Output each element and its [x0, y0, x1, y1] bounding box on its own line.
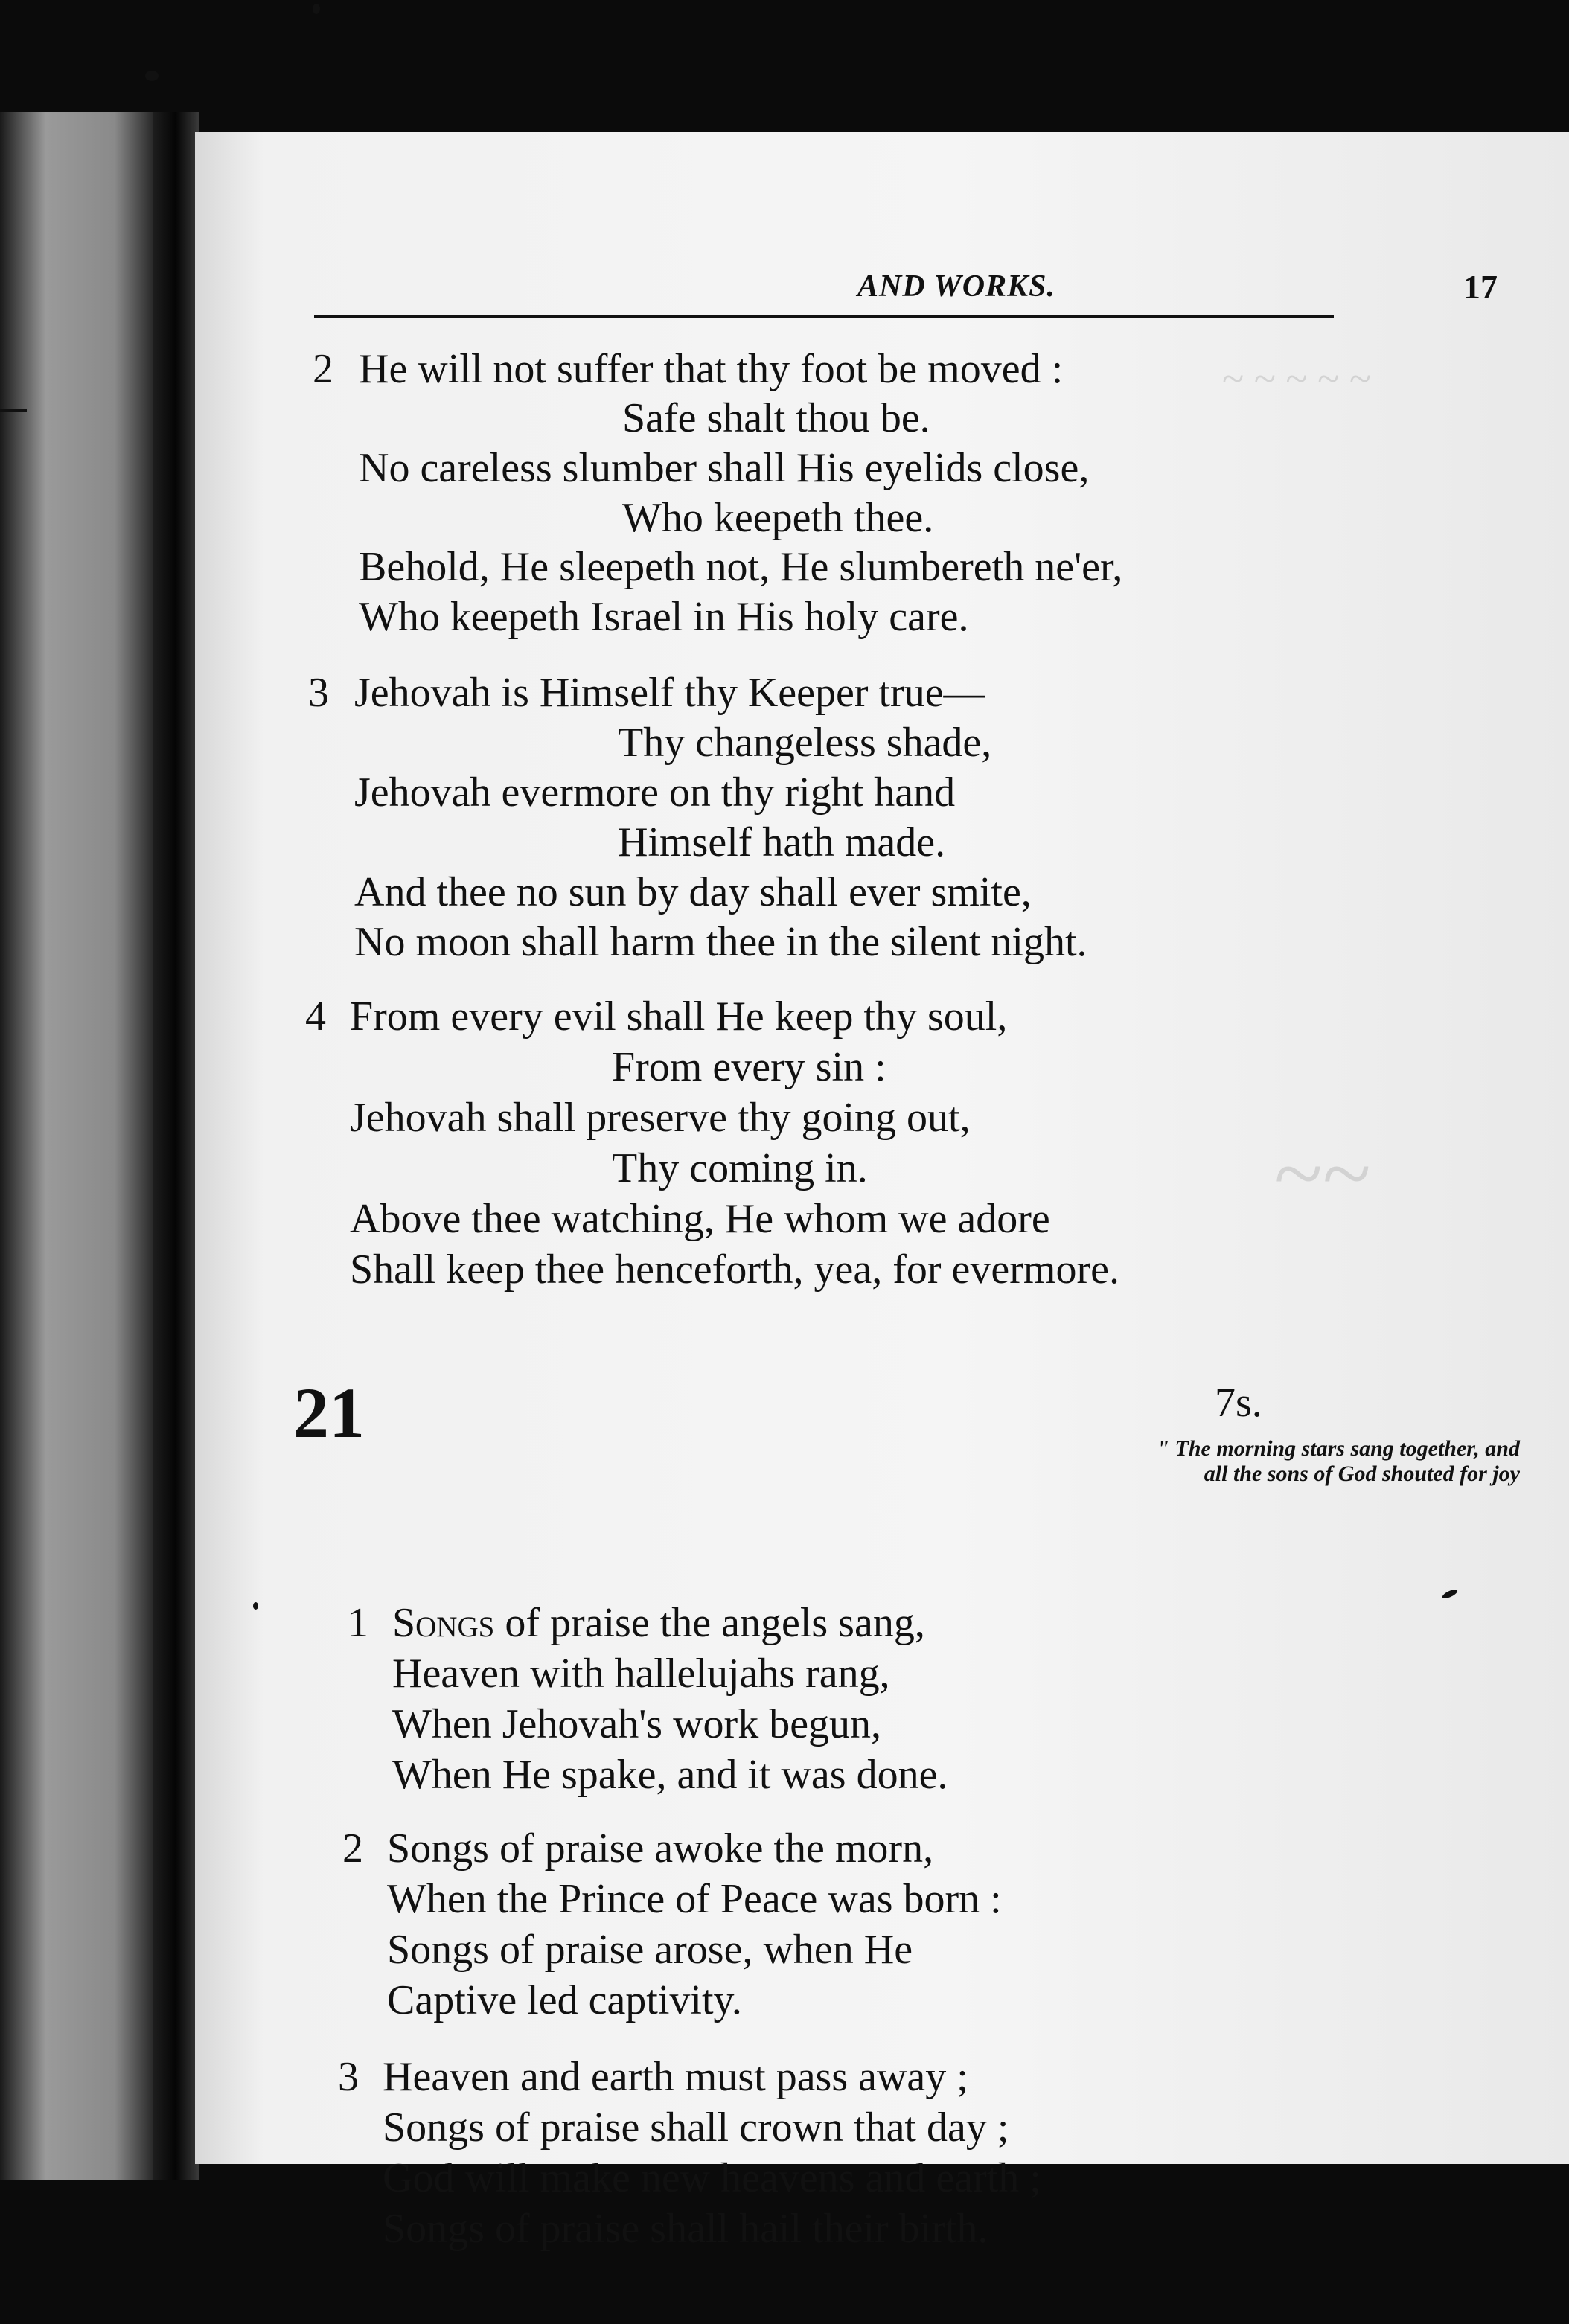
verse-line: From every evil shall He keep thy soul, — [350, 993, 1008, 1040]
running-head — [314, 263, 1527, 322]
verse-line: Songs of praise awoke the morn, — [387, 1825, 934, 1872]
verse-line: He will not suffer that thy foot be moved : — [359, 346, 1064, 392]
stanza-number: 2 — [313, 346, 333, 392]
header-rule — [314, 315, 1334, 318]
verse-line: Thy coming in. — [612, 1145, 868, 1191]
epigraph — [656, 1436, 1520, 1487]
verse-line: When He spake, and it was done. — [392, 1752, 948, 1798]
verse-line: Heaven with hallelujahs rang, — [392, 1651, 890, 1697]
verse-line: Above thee watching, He whom we adore — [350, 1196, 1050, 1242]
ink-speck — [1441, 1588, 1458, 1601]
show-through: ~ ~ ~ ~ ~ — [1222, 356, 1372, 401]
verse-line: Safe shalt thou be. — [622, 395, 930, 441]
ink-speck — [253, 1602, 258, 1610]
stanza-number: 3 — [308, 670, 329, 716]
facing-page-mark — [0, 409, 27, 412]
verse-line: Jehovah shall preserve thy going out, — [350, 1095, 971, 1141]
verse-line: Himself hath made. — [618, 819, 946, 865]
verse-line: No moon shall harm thee in the silent night. — [354, 919, 1087, 965]
verse-line: Shall keep thee henceforth, yea, for evermore. — [350, 1246, 1119, 1293]
hymn-meter: 7s. — [1215, 1380, 1262, 1426]
verse-line: Songs of praise shall crown that day ; — [383, 2104, 1009, 2151]
verse-line: Who keepeth thee. — [622, 495, 934, 541]
stanza-number: 1 — [348, 1600, 368, 1646]
verse-line: God will make new heavens and earth ; — [383, 2155, 1041, 2201]
verse-line: From every sin : — [612, 1044, 886, 1090]
facing-page-edge — [0, 112, 153, 2180]
verse-line: When Jehovah's work begun, — [392, 1701, 882, 1747]
hymn-number: 21 — [293, 1373, 365, 1453]
verse-line: Thy changeless shade, — [618, 720, 992, 766]
stanza-number: 4 — [305, 993, 326, 1040]
verse-line: Jehovah is Himself thy Keeper true— — [354, 670, 985, 716]
verse-line: Heaven and earth must pass away ; — [383, 2054, 968, 2100]
epigraph-line: all the sons of God shouted for joy — [1204, 1462, 1520, 1486]
verse-line — [392, 1602, 925, 1644]
verse-line: Captive led captivity. — [387, 1977, 742, 2023]
verse-line: Songs of praise shall hail their birth. — [383, 2206, 988, 2252]
smallcaps-first-word: Songs — [392, 1600, 495, 1646]
epigraph-line: " The morning stars sang together, and — [1157, 1436, 1520, 1461]
verse-line: No careless slumber shall His eyelids close, — [359, 445, 1090, 491]
stanza-number: 2 — [342, 1825, 363, 1872]
verse-line: Jehovah evermore on thy right hand — [354, 769, 956, 816]
verse-line: Songs of praise arose, when He — [387, 1927, 913, 1973]
stanza-number: 3 — [338, 2054, 359, 2100]
verse-line: And thee no sun by day shall ever smite, — [354, 869, 1032, 915]
show-through: ~~ — [1274, 1124, 1371, 1223]
scan-speck — [313, 4, 320, 14]
scan-speck — [145, 71, 159, 81]
verse-line: Who keepeth Israel in His holy care. — [359, 594, 969, 640]
running-title: AND WORKS. — [857, 269, 1055, 304]
book-gutter — [153, 112, 199, 2180]
page-number: 17 — [1463, 268, 1498, 306]
verse-line: When the Prince of Peace was born : — [387, 1876, 1002, 1922]
verse-line: Behold, He sleepeth not, He slumbereth ne'er, — [359, 544, 1123, 590]
verse-line-rest: of praise the angels sang, — [494, 1600, 925, 1646]
book-page — [195, 132, 1569, 2252]
